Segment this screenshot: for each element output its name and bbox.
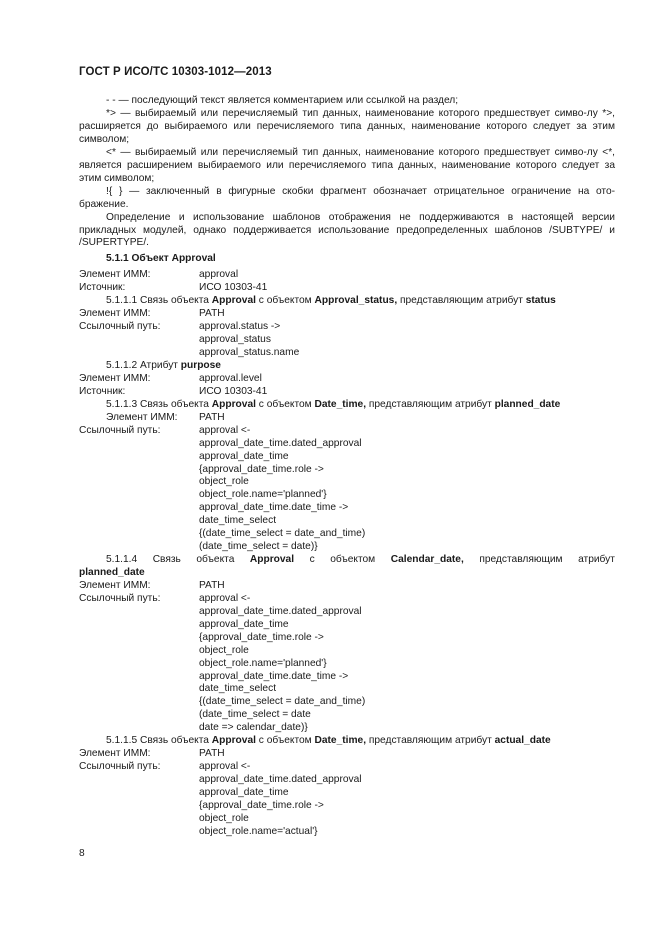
s4-path-line: object_role.name='planned'} — [199, 657, 327, 669]
s3-path-line: {approval_date_time.role -> — [199, 463, 324, 475]
subsection-5-1-1-2: 5.1.1.2 Атрибут purpose — [106, 359, 221, 371]
label-elem: Элемент ИММ: — [79, 269, 151, 281]
s4-path-line: {(date_time_select = date_and_time) — [199, 696, 366, 708]
object-source-value: ИСО 10303-41 — [199, 282, 268, 294]
s4-path-line: approval_date_time.date_time -> — [199, 670, 349, 682]
s1-path-line: approval_status — [199, 334, 271, 346]
label-source: Источник: — [79, 282, 126, 294]
s3-path-line: approval_date_time.dated_approval — [199, 437, 362, 449]
s2-elem-row: Элемент ИММ: approval.level — [79, 372, 262, 384]
s3-path-line: object_role.name='planned'} — [199, 489, 327, 501]
s1-elem-row: Элемент ИММ: PATH — [79, 308, 225, 320]
subsection-5-1-1-5: 5.1.1.5 Связь объекта Approval с объектом Date_time, представляющим атрибут actual_date — [106, 735, 551, 747]
intro-para-2: *> — выбираемый или перечисляемый тип данных, наименование которого предшествует симво-лу *>, расширяется до выбираемого или перечисляемого типа данных, наименование которого следует за этим символом; — [79, 107, 615, 145]
s3-elem-row: Элемент ИММ: PATH — [106, 411, 225, 423]
s3-path-line: object_role — [199, 476, 249, 488]
s4-path-line: object_role — [199, 644, 249, 656]
s5-path-line: object_role — [199, 812, 249, 824]
s3-path-line: (date_time_select = date)} — [199, 541, 318, 553]
s4-path-line: approval_date_time.dated_approval — [199, 605, 362, 617]
s5-path-row: Ссылочный путь: approval <- — [79, 761, 251, 773]
section-heading: 5.1.1 Объект Approval — [106, 253, 216, 265]
s4-path-line: date_time_select — [199, 683, 277, 695]
intro-para-5: Определение и использование шаблонов отображения не поддерживаются в настоящей версии прикладных модулей, однако поддерживается использование предопределенных шаблонов /SUBTYPE/ и /SUPERTYPE/. — [79, 211, 615, 249]
s5-path-line: approval_date_time.dated_approval — [199, 774, 362, 786]
s4-path-line: date => calendar_date)} — [199, 722, 308, 734]
intro-para-3: <* — выбираемый или перечисляемый тип данных, наименование которого предшествует симво-лу <*, является расширением выбираемого или перечисляемого типа данных, наименование которого следует за этим символом; — [79, 146, 615, 184]
s3-path-row: Ссылочный путь: approval <- — [79, 424, 251, 436]
s4-path-line: {approval_date_time.role -> — [199, 631, 324, 643]
s5-path-line: approval_date_time — [199, 786, 289, 798]
document-header: ГОСТ Р ИСО/ТС 10303-1012—2013 — [79, 66, 272, 78]
s3-path-line: approval_date_time.date_time -> — [199, 502, 349, 514]
document-body — [79, 95, 615, 839]
subsection-5-1-1-3: 5.1.1.3 Связь объекта Approval с объектом Date_time, представляющим атрибут planned_date — [106, 398, 561, 410]
s1-path-line: approval_status.name — [199, 347, 300, 359]
s3-path-line: date_time_select — [199, 515, 277, 527]
s4-path-line: (date_time_select = date — [199, 709, 311, 721]
s3-path-line: {(date_time_select = date_and_time) — [199, 528, 366, 540]
s4-path-line: approval_date_time — [199, 618, 289, 630]
object-source-row — [79, 282, 615, 295]
s4-path-row: Ссылочный путь: approval <- — [79, 592, 251, 604]
s4-elem-row: Элемент ИММ: PATH — [79, 579, 225, 591]
object-elem-row — [79, 269, 615, 282]
intro-para-4: !{ } — заключенный в фигурные скобки фрагмент обозначает отрицательное ограничение на ото-бражение. — [79, 185, 615, 210]
s5-path-line: object_role.name='actual'} — [199, 825, 318, 837]
s1-path-row: Ссылочный путь: approval.status -> — [79, 321, 281, 333]
subsection-5-1-1-1: 5.1.1.1 Связь объекта Approval с объектом Approval_status, представляющим атрибут status — [106, 295, 556, 307]
s5-path-line: {approval_date_time.role -> — [199, 799, 324, 811]
s3-path-line: approval_date_time — [199, 450, 289, 462]
s5-elem-row: Элемент ИММ: PATH — [79, 748, 225, 760]
subsection-5-1-1-4: 5.1.1.4 Связь объекта Approval с объектом Calendar_date, представляющим атрибут — [106, 554, 615, 566]
page-number: 8 — [79, 848, 85, 859]
s4-attr-name: planned_date — [79, 567, 145, 579]
s2-source-row: Источник: ИСО 10303-41 — [79, 385, 268, 397]
intro-para-1: - - — последующий текст является комментарием или ссылкой на раздел; — [106, 95, 459, 106]
object-elem-value: approval — [199, 269, 239, 281]
